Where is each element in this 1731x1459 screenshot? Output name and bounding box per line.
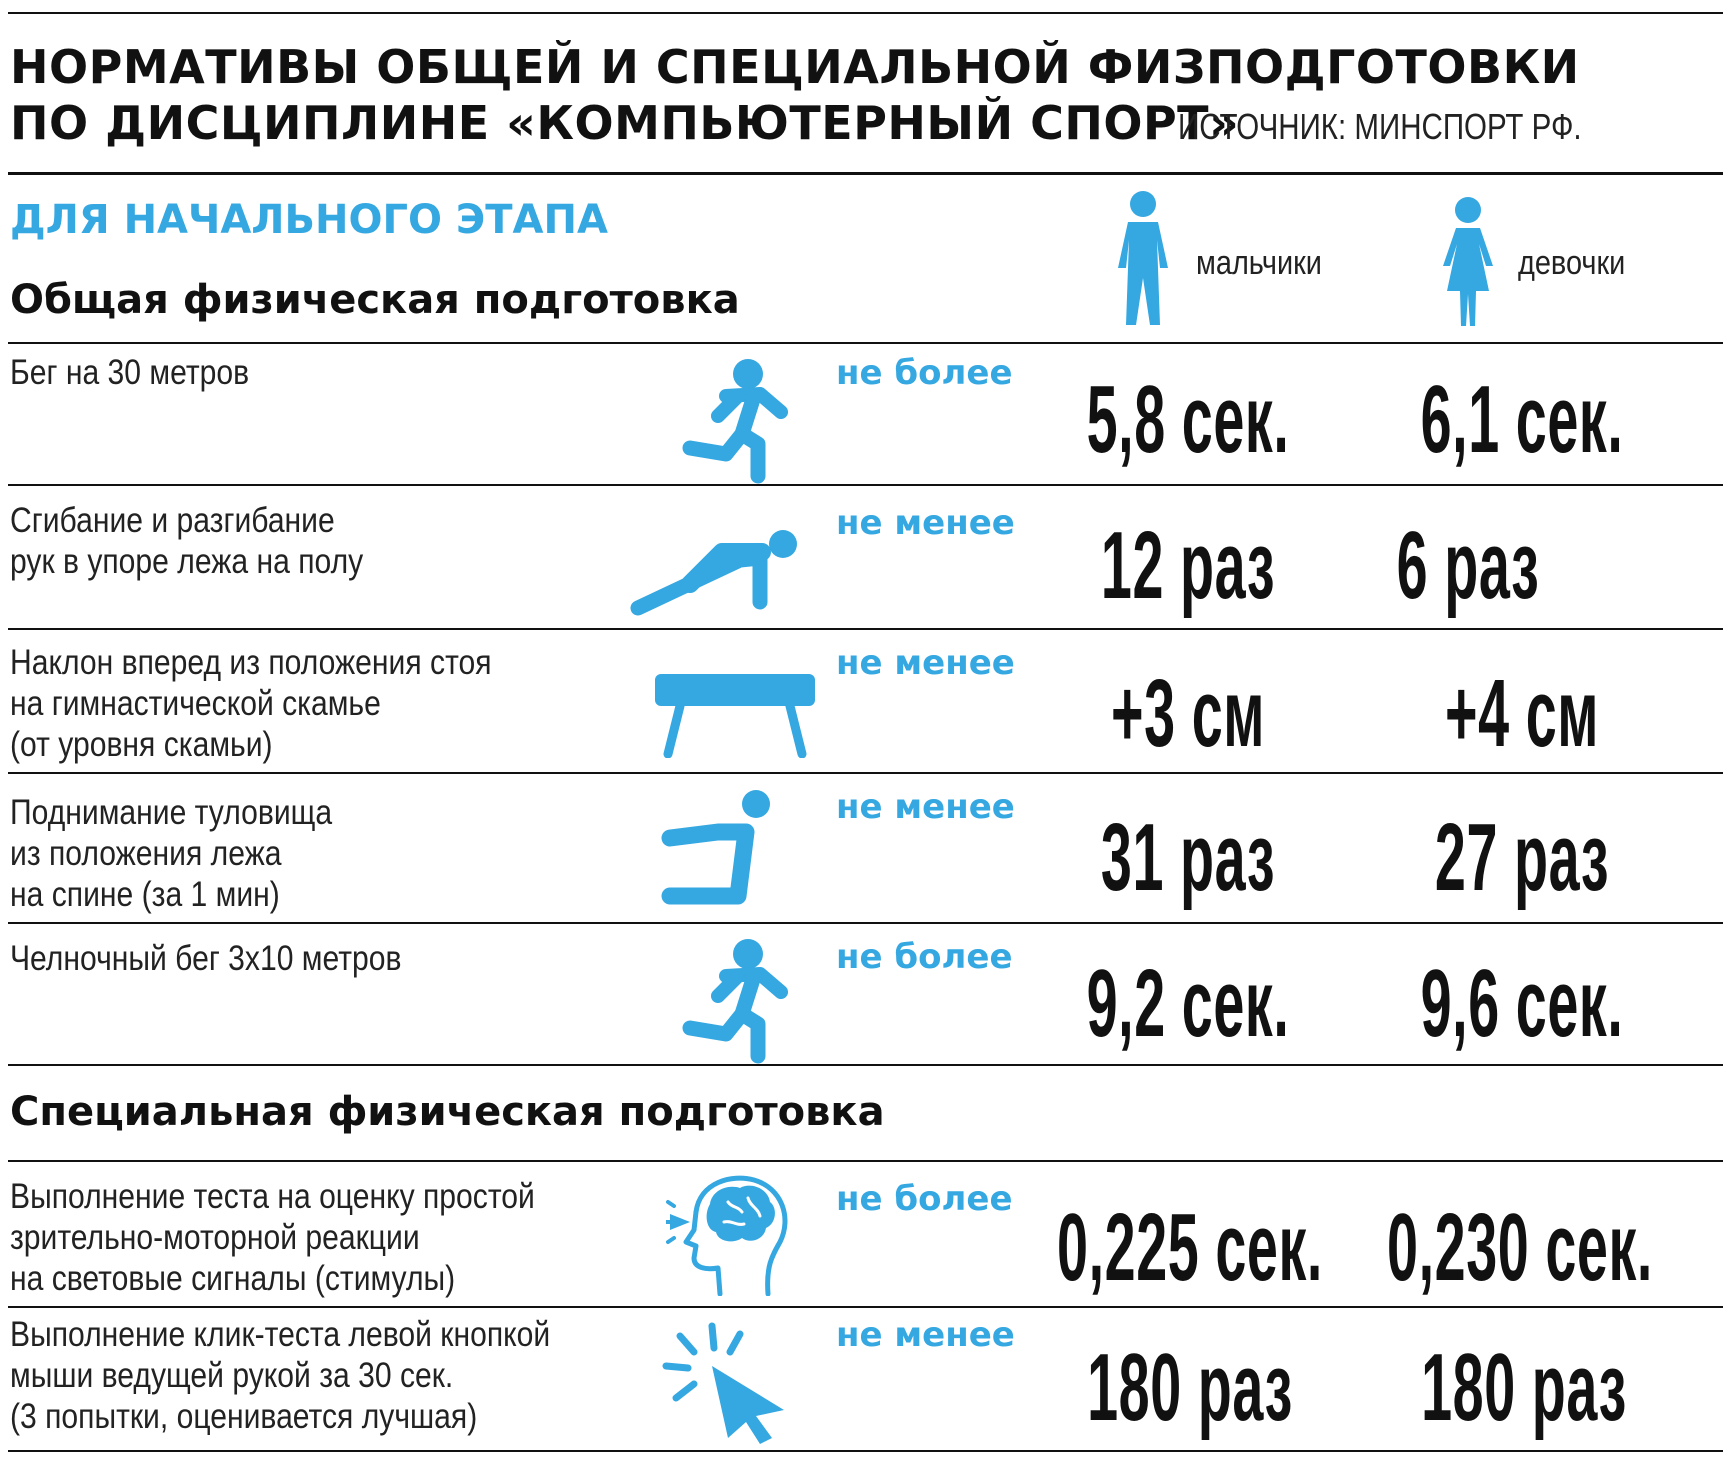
boy-figure-icon: [1108, 190, 1178, 325]
running-icon: [676, 354, 796, 484]
condition-label: не более: [836, 353, 1013, 393]
title-line-1: НОРМАТИВЫ ОБЩЕЙ И СПЕЦИАЛЬНОЙ ФИЗПОДГОТОВКИ: [10, 40, 1580, 94]
row-label-line: из положения лежа: [10, 834, 282, 873]
girls-value: +4 см: [1444, 660, 1600, 767]
girls-value: 27 раз: [1434, 804, 1610, 911]
condition-label: не менее: [836, 787, 1015, 827]
boys-value: 31 раз: [1100, 804, 1276, 911]
girls-value: 6,1 сек.: [1420, 366, 1624, 473]
row-label-line: зрительно-моторной реакции: [10, 1218, 420, 1257]
source-note: ИСТОЧНИК: МИНСПОРТ РФ.: [1178, 106, 1582, 147]
bench-icon: [652, 674, 818, 758]
girl-figure-icon: [1437, 196, 1499, 326]
push-up-icon: [630, 530, 810, 620]
row-label-line: рук в упоре лежа на полу: [10, 542, 364, 581]
boys-value: 9,2 сек.: [1086, 950, 1290, 1057]
row-divider: [8, 1064, 1723, 1066]
row-label-line: Поднимание туловища: [10, 793, 333, 832]
table-row: [0, 1308, 1731, 1452]
table-row: [0, 486, 1731, 628]
row-label-line: Выполнение клик-теста левой кнопкой: [10, 1315, 551, 1354]
row-label-line: Выполнение теста на оценку простой: [10, 1177, 535, 1216]
header-rule: [8, 172, 1723, 175]
top-rule: [8, 12, 1723, 14]
girls-column-label: девочки: [1518, 244, 1626, 282]
row-label-line: на спине (за 1 мин): [10, 875, 280, 914]
row-label-line: на световые сигналы (стимулы): [10, 1259, 456, 1298]
general-section-heading: Общая физическая подготовка: [10, 277, 740, 323]
row-label-line: (от уровня скамьи): [10, 725, 273, 764]
condition-label: не более: [836, 1179, 1013, 1219]
row-label-line: на гимнастической скамье: [10, 684, 381, 723]
boys-value: 0,225 сек.: [1057, 1194, 1323, 1301]
boys-value: +3 см: [1110, 660, 1266, 767]
row-label-line: Челночный бег 3x10 метров: [10, 939, 402, 978]
table-row: [0, 630, 1731, 772]
condition-label: не более: [836, 937, 1013, 977]
boys-column-label: мальчики: [1196, 244, 1322, 282]
condition-label: не менее: [836, 503, 1015, 543]
boys-value: 12 раз: [1100, 512, 1276, 619]
table-row: [0, 1162, 1731, 1306]
table-row: [0, 774, 1731, 922]
row-label-line: Сгибание и разгибание: [10, 501, 335, 540]
stage-heading: ДЛЯ НАЧАЛЬНОГО ЭТАПА: [10, 197, 608, 243]
table-row: [0, 924, 1731, 1064]
condition-label: не менее: [836, 643, 1015, 683]
row-label-line: мыши ведущей рукой за 30 сек.: [10, 1356, 454, 1395]
row-label-line: Бег на 30 метров: [10, 353, 250, 392]
cursor-click-icon: [660, 1322, 790, 1446]
row-label-line: (3 попытки, оценивается лучшая): [10, 1397, 478, 1436]
girls-value: 180 раз: [1421, 1334, 1627, 1441]
row-label-line: Наклон вперед из положения стоя: [10, 643, 492, 682]
bottom-rule: [8, 1450, 1723, 1452]
sit-up-icon: [656, 788, 776, 908]
condition-label: не менее: [836, 1315, 1015, 1355]
girls-value: 9,6 сек.: [1420, 950, 1624, 1057]
girls-value: 0,230 сек.: [1387, 1194, 1653, 1301]
table-row: [0, 344, 1731, 484]
title-line-2: ПО ДИСЦИПЛИНЕ «КОМПЬЮТЕРНЫЙ СПОРТ»: [10, 96, 1240, 150]
girls-value: 6 раз: [1396, 512, 1540, 619]
special-section-heading: Специальная физическая подготовка: [10, 1089, 885, 1135]
boys-value: 5,8 сек.: [1086, 366, 1290, 473]
head-brain-icon: [666, 1172, 796, 1296]
running-icon: [676, 934, 796, 1064]
boys-value: 180 раз: [1087, 1334, 1293, 1441]
